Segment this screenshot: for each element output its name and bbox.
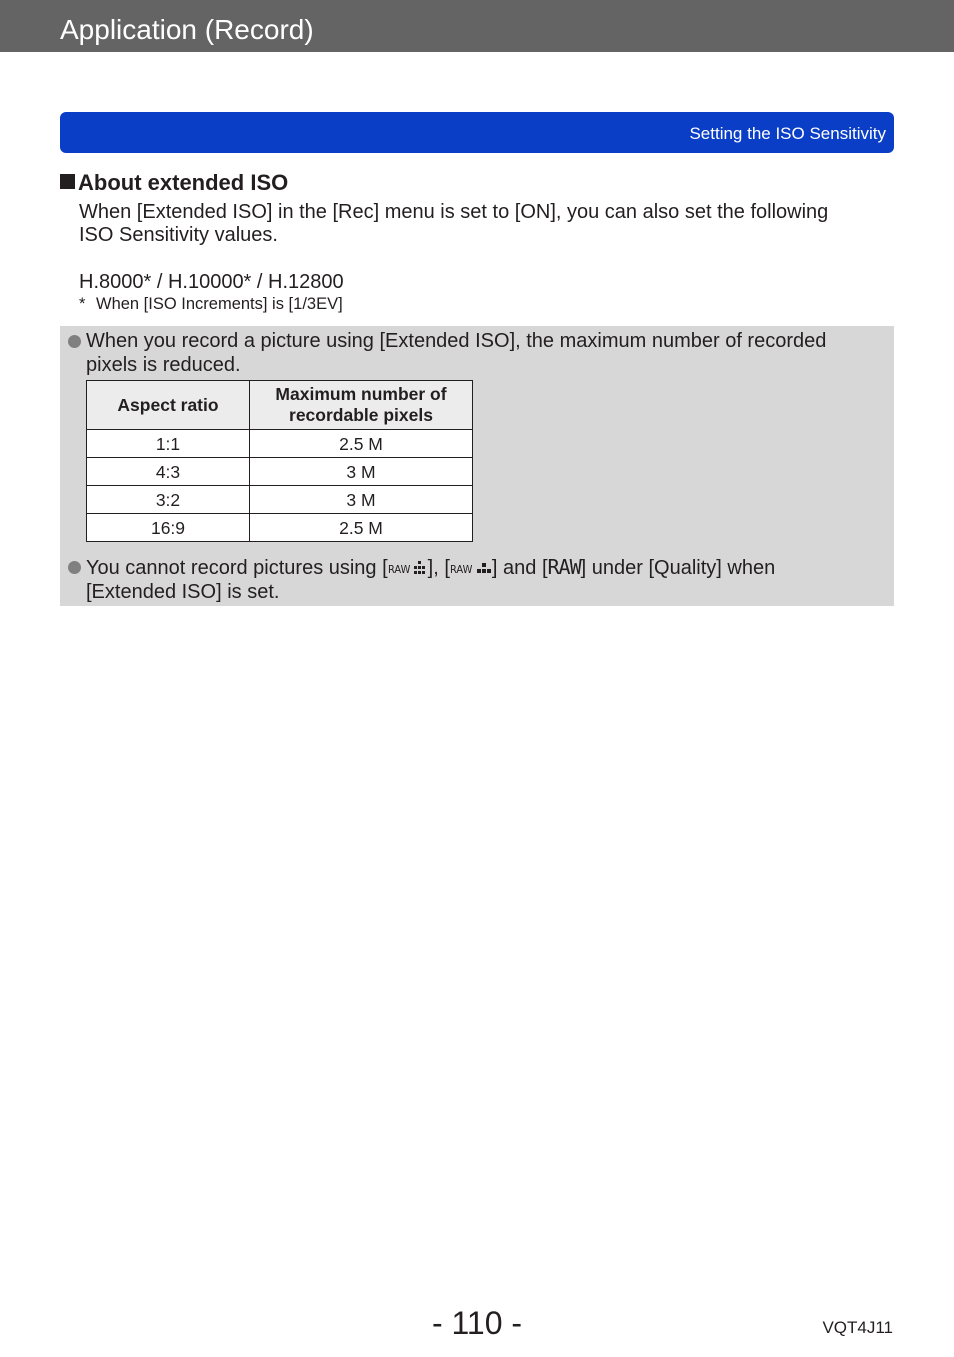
section-heading	[60, 170, 288, 196]
table-cell: 3:2	[87, 486, 250, 514]
table-cell: 2.5 M	[250, 514, 473, 542]
bullet-dot-icon	[68, 335, 81, 348]
table-cell: 16:9	[87, 514, 250, 542]
note-2	[68, 555, 888, 604]
note-1-line-2: pixels is reduced.	[86, 354, 241, 376]
table-cell: 1:1	[87, 430, 250, 458]
section-label: Setting the ISO Sensitivity	[689, 124, 886, 143]
footnote-mark: *	[79, 295, 86, 313]
note-2-line-2: [Extended ISO] is set.	[86, 581, 280, 603]
table-cell: 3 M	[250, 458, 473, 486]
raw-icon-label: RAW	[449, 563, 473, 576]
note-box	[60, 326, 894, 606]
table-header-row	[87, 381, 473, 430]
note-2-line-1	[86, 555, 888, 580]
header-title: Application (Record)	[60, 14, 314, 45]
raw-standard-icon	[450, 557, 492, 577]
table-row	[87, 514, 473, 542]
note-2-text: ], [	[427, 557, 450, 579]
note-1	[68, 329, 888, 377]
intro-line-2: ISO Sensitivity values.	[79, 224, 278, 246]
document-code: VQT4J11	[822, 1318, 893, 1337]
iso-values: H.8000* / H.10000* / H.12800	[79, 271, 344, 293]
section-bar	[60, 112, 894, 153]
page-header	[0, 0, 954, 52]
intro-line-1: When [Extended ISO] in the [Rec] menu is set to [ON], you can also set the following	[79, 201, 829, 223]
square-bullet-icon	[60, 174, 75, 189]
table-row	[87, 486, 473, 514]
page-number: - 110 -	[431, 1305, 523, 1341]
table-row	[87, 430, 473, 458]
intro-paragraph	[79, 201, 889, 247]
footnote	[79, 294, 343, 314]
heading-text: About extended ISO	[78, 170, 289, 195]
table-cell: 4:3	[87, 458, 250, 486]
pixels-table	[86, 380, 473, 542]
bullet-dot-icon	[68, 561, 81, 574]
table-header-text: Maximum number of recordable pixels	[275, 384, 447, 425]
note-1-line-1: When you record a picture using [Extended ISO], the maximum number of recorded	[86, 330, 827, 352]
raw-icon: RAW	[547, 555, 581, 579]
note-2-text: You cannot record pictures using [	[86, 557, 388, 579]
raw-fine-icon	[388, 557, 428, 577]
raw-icon-label: RAW	[387, 563, 411, 576]
table-cell: 3 M	[250, 486, 473, 514]
note-2-text: ] under [Quality] when	[580, 557, 776, 579]
table-cell: 2.5 M	[250, 430, 473, 458]
table-row	[87, 458, 473, 486]
footnote-text: When [ISO Increments] is [1/3EV]	[96, 295, 343, 313]
note-2-text: ] and [	[491, 557, 548, 579]
table-header-cell	[250, 381, 473, 430]
table-header-cell: Aspect ratio	[87, 381, 250, 430]
